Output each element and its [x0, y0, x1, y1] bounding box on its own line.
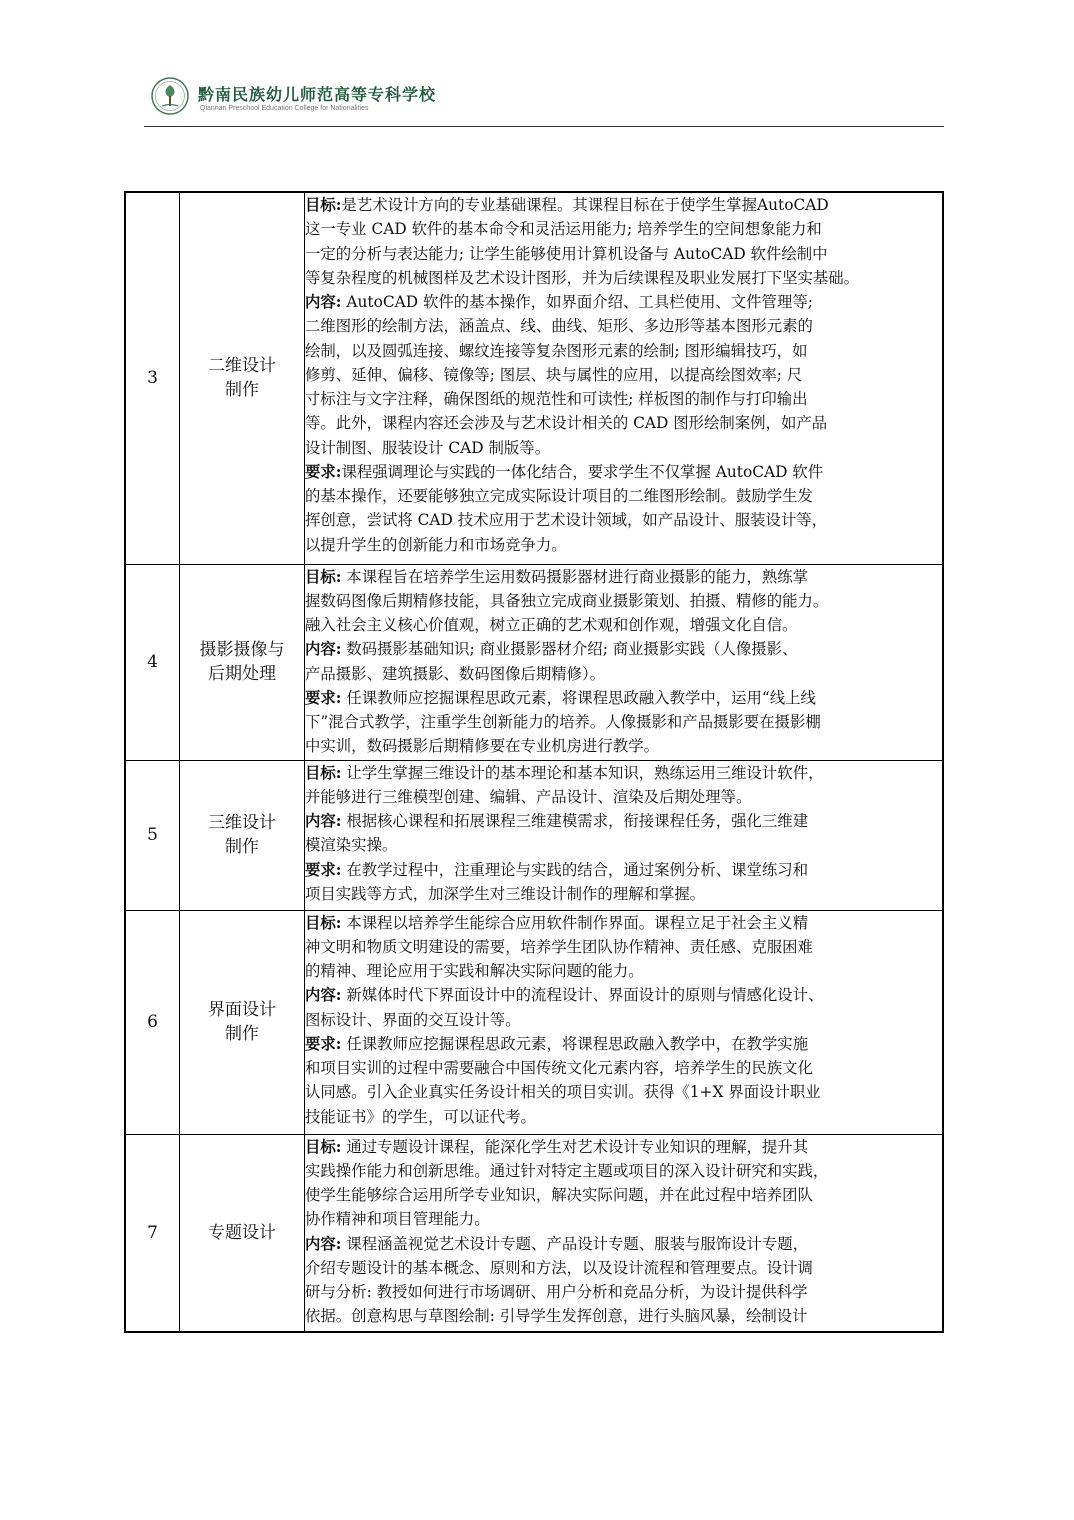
description-line	[305, 882, 942, 906]
course-name	[180, 760, 305, 910]
section-text: 协作精神和项目管理能力。	[305, 1210, 490, 1229]
course-number: 7	[125, 1134, 180, 1332]
description-line	[305, 484, 942, 508]
description-line	[305, 589, 942, 613]
description-line	[305, 314, 942, 338]
course-name	[180, 910, 305, 1134]
section-label: 内容:	[305, 293, 342, 311]
section-text: 这一专业 CAD 软件的基本命令和灵活运用能力; 培养学生的空间想象能力和	[305, 220, 822, 239]
section-text: 寸标注与文字注释，确保图纸的规范性和可读性; 样板图的制作与打印输出	[305, 390, 808, 408]
section-label: 要求:	[305, 1034, 342, 1053]
school-logo-icon	[150, 76, 190, 116]
section-text: 项目实践等方式，加深学生对三维设计制作的理解和掌握。	[305, 884, 706, 903]
section-text: 下”混合式教学，注重学生创新能力的培养。人像摄影和产品摄影要在摄影棚	[305, 713, 821, 731]
description-line	[305, 1183, 942, 1207]
section-text: 让学生掌握三维设计的基本理论和基本知识，熟练运用三维设计软件，	[341, 763, 824, 782]
section-text: 模渲染实操。	[305, 836, 398, 855]
section-text: 实践操作能力和创新思维。通过针对特定主题或项目的深入设计研究和实践，	[305, 1161, 829, 1180]
course-name-line: 摄影摄像与	[199, 640, 285, 660]
section-text: 设计制图、服装设计 CAD 制版等。	[305, 438, 551, 457]
section-text: 新媒体时代下界面设计中的流程设计、界面设计的原则与情感化设计、	[341, 986, 824, 1005]
description-line	[305, 809, 942, 833]
section-text: 和项目实训的过程中需要融合中国传统文化元素内容，培养学生的民族文化	[305, 1059, 813, 1077]
section-text: 在教学过程中，注重理论与实践的结合，通过案例分析、课堂练习和	[341, 860, 809, 879]
course-name-line: 界面设计	[208, 1000, 276, 1020]
section-label: 要求:	[305, 860, 342, 879]
description-line	[305, 1207, 942, 1231]
description-line	[305, 686, 942, 710]
description-line	[305, 1105, 942, 1129]
course-table	[124, 191, 944, 1333]
course-name	[180, 1134, 305, 1332]
course-description	[305, 1134, 944, 1332]
section-text: 介绍专题设计的基本概念、原则和方法，以及设计流程和管理要点。设计调	[305, 1258, 813, 1277]
section-text: 并能够进行三维模型创建、编辑、产品设计、渲染及后期处理等。	[305, 787, 752, 806]
section-text: 数码摄影基础知识; 商业摄影器材介绍; 商业摄影实践（人像摄影、	[341, 640, 798, 659]
description-line	[305, 387, 942, 411]
course-name-line: 专题设计	[208, 1222, 276, 1243]
section-text: 的基本操作，还要能够独立完成实际设计项目的二维图形绘制。鼓励学生发	[305, 487, 813, 505]
section-label: 要求:	[305, 462, 342, 481]
section-text: 修剪、延伸、偏移、镜像等; 图层、块与属性的应用，以提高绘图效率; 尺	[305, 365, 803, 384]
description-line	[305, 193, 942, 217]
section-text: 认同感。引入企业真实任务设计相关的项目实训。获得《1+X 界面设计职业	[305, 1083, 821, 1102]
description-line	[305, 508, 942, 532]
table-row	[125, 564, 943, 760]
course-number: 5	[125, 760, 180, 910]
section-text: 是艺术设计方向的专业基础课程。其课程目标在于使学生掌握AutoCAD	[341, 196, 829, 214]
description-line	[305, 565, 942, 589]
description-line	[305, 983, 942, 1007]
section-text: 使学生能够综合运用所学专业知识，解决实际问题，并在此过程中培养团队	[305, 1186, 813, 1204]
course-name-line: 制作	[225, 380, 259, 401]
description-line	[305, 411, 942, 435]
description-line	[305, 637, 942, 661]
section-text: 一定的分析与表达能力; 让学生能够使用计算机设备与 AutoCAD 软件绘制中	[305, 244, 828, 263]
description-line	[305, 460, 942, 484]
description-line	[305, 710, 942, 734]
description-line	[305, 1032, 942, 1056]
section-text: 绘制，以及圆弧连接、螺纹连接等复杂图形元素的绘制; 图形编辑技巧，如	[305, 341, 808, 360]
course-description	[305, 192, 944, 564]
section-label: 目标:	[305, 1137, 342, 1156]
page-header	[148, 76, 944, 128]
section-text: 融入社会主义核心价值观，树立正确的艺术观和创作观，增强文化自信。	[305, 616, 798, 634]
section-text: 课程强调理论与实践的一体化结合，要求学生不仅掌握 AutoCAD 软件	[341, 462, 824, 481]
course-name	[180, 564, 305, 760]
course-description	[305, 910, 944, 1134]
section-label: 内容:	[305, 640, 342, 659]
table-row	[125, 1134, 943, 1332]
section-label: 目标:	[305, 567, 342, 586]
description-line	[305, 217, 942, 241]
description-line	[305, 533, 942, 557]
description-line	[305, 1256, 942, 1280]
section-text: 等。此外，课程内容还会涉及与艺术设计相关的 CAD 图形绘制案例，如产品	[305, 414, 828, 433]
section-text: 挥创意，尝试将 CAD 技术应用于艺术设计领域，如产品设计、服装设计等，	[305, 511, 828, 530]
description-line	[305, 761, 942, 785]
description-line	[305, 613, 942, 637]
section-text: 二维图形的绘制方法，涵盖点、线、曲线、矩形、多边形等基本图形元素的	[305, 317, 813, 336]
course-name-line: 制作	[225, 837, 259, 857]
section-text: 任课教师应挖掘课程思政元素，将课程思政融入教学中，在教学实施	[341, 1034, 809, 1053]
section-text: 的精神、理论应用于实践和解决实际问题的能力。	[305, 962, 644, 980]
section-text: 等复杂程度的机械图样及艺术设计图形，并为后续课程及职业发展打下坚实基础。	[305, 268, 860, 287]
section-text: 通过专题设计课程，能深化学生对艺术设计专业知识的理解，提升其	[341, 1137, 809, 1156]
course-number: 4	[125, 564, 180, 760]
section-text: 本课程以培养学生能综合应用软件制作界面。课程立足于社会主义精	[341, 913, 809, 932]
description-line	[305, 290, 942, 314]
description-line	[305, 1159, 942, 1183]
description-line	[305, 436, 942, 460]
school-name-en: Qiannan Preschool Education College for Nationalities	[200, 105, 369, 112]
description-line	[305, 1080, 942, 1104]
section-label: 内容:	[305, 1234, 342, 1253]
course-name-line: 后期处理	[208, 664, 276, 684]
description-line	[305, 1056, 942, 1080]
section-text: 根据核心课程和拓展课程三维建模需求，衔接课程任务，强化三维建	[341, 812, 809, 830]
section-text: 研与分析: 教授如何进行市场调研、用户分析和竞品分析，为设计提供科学	[305, 1283, 808, 1301]
table-row	[125, 760, 943, 910]
section-text: AutoCAD 软件的基本操作，如界面介绍、工具栏使用、文件管理等;	[341, 293, 813, 311]
section-text: 依据。创意构思与草图绘制: 引导学生发挥创意，进行头脑风暴，绘制设计	[305, 1307, 808, 1326]
section-text: 产品摄影、建筑摄影、数码图像后期精修）。	[305, 664, 606, 683]
description-line	[305, 785, 942, 809]
description-line	[305, 363, 942, 387]
section-text: 神文明和物质文明建设的需要，培养学生团队协作精神、责任感、克服困难	[305, 937, 813, 956]
section-label: 目标:	[305, 763, 342, 782]
section-text: 中实训，数码摄影后期精修要在专业机房进行教学。	[305, 737, 659, 756]
course-name-line: 二维设计	[208, 356, 276, 377]
description-line	[305, 858, 942, 882]
course-name-line: 制作	[225, 1024, 259, 1044]
course-number: 3	[125, 192, 180, 564]
section-label: 内容:	[305, 812, 342, 830]
section-label: 目标:	[305, 196, 342, 214]
course-number: 6	[125, 910, 180, 1134]
description-line	[305, 935, 942, 959]
section-label: 要求:	[305, 688, 342, 707]
description-line	[305, 266, 942, 290]
section-text: 课程涵盖视觉艺术设计专题、产品设计专题、服装与服饰设计专题，	[341, 1234, 809, 1253]
section-text: 技能证书》的学生，可以证代考。	[305, 1107, 536, 1126]
description-line	[305, 1008, 942, 1032]
school-name-cn: 黔南民族幼儿师范高等专科学校	[198, 85, 437, 104]
section-text: 本课程旨在培养学生运用数码摄影器材进行商业摄影的能力，熟练掌	[341, 567, 809, 586]
course-name	[180, 192, 305, 564]
section-text: 以提升学生的创新能力和市场竞争力。	[305, 535, 567, 554]
description-line	[305, 1135, 942, 1159]
course-description	[305, 564, 944, 760]
section-text: 握数码图像后期精修技能，具备独立完成商业摄影策划、拍摄、精修的能力。	[305, 591, 829, 610]
course-description	[305, 760, 944, 910]
table-row	[125, 910, 943, 1134]
description-line	[305, 242, 942, 266]
description-line	[305, 734, 942, 758]
header-divider	[144, 126, 944, 127]
description-line	[305, 911, 942, 935]
description-line	[305, 339, 942, 363]
description-line	[305, 1232, 942, 1256]
section-text: 任课教师应挖掘课程思政元素，将课程思政融入教学中，运用“线上线	[341, 688, 816, 707]
description-line	[305, 959, 942, 983]
description-line	[305, 1304, 942, 1328]
table-row	[125, 192, 943, 564]
description-line	[305, 833, 942, 857]
course-name-line: 三维设计	[208, 813, 276, 833]
section-label: 内容:	[305, 986, 342, 1005]
section-text: 图标设计、界面的交互设计等。	[305, 1010, 521, 1029]
description-line	[305, 1280, 942, 1304]
description-line	[305, 662, 942, 686]
section-label: 目标:	[305, 913, 342, 932]
